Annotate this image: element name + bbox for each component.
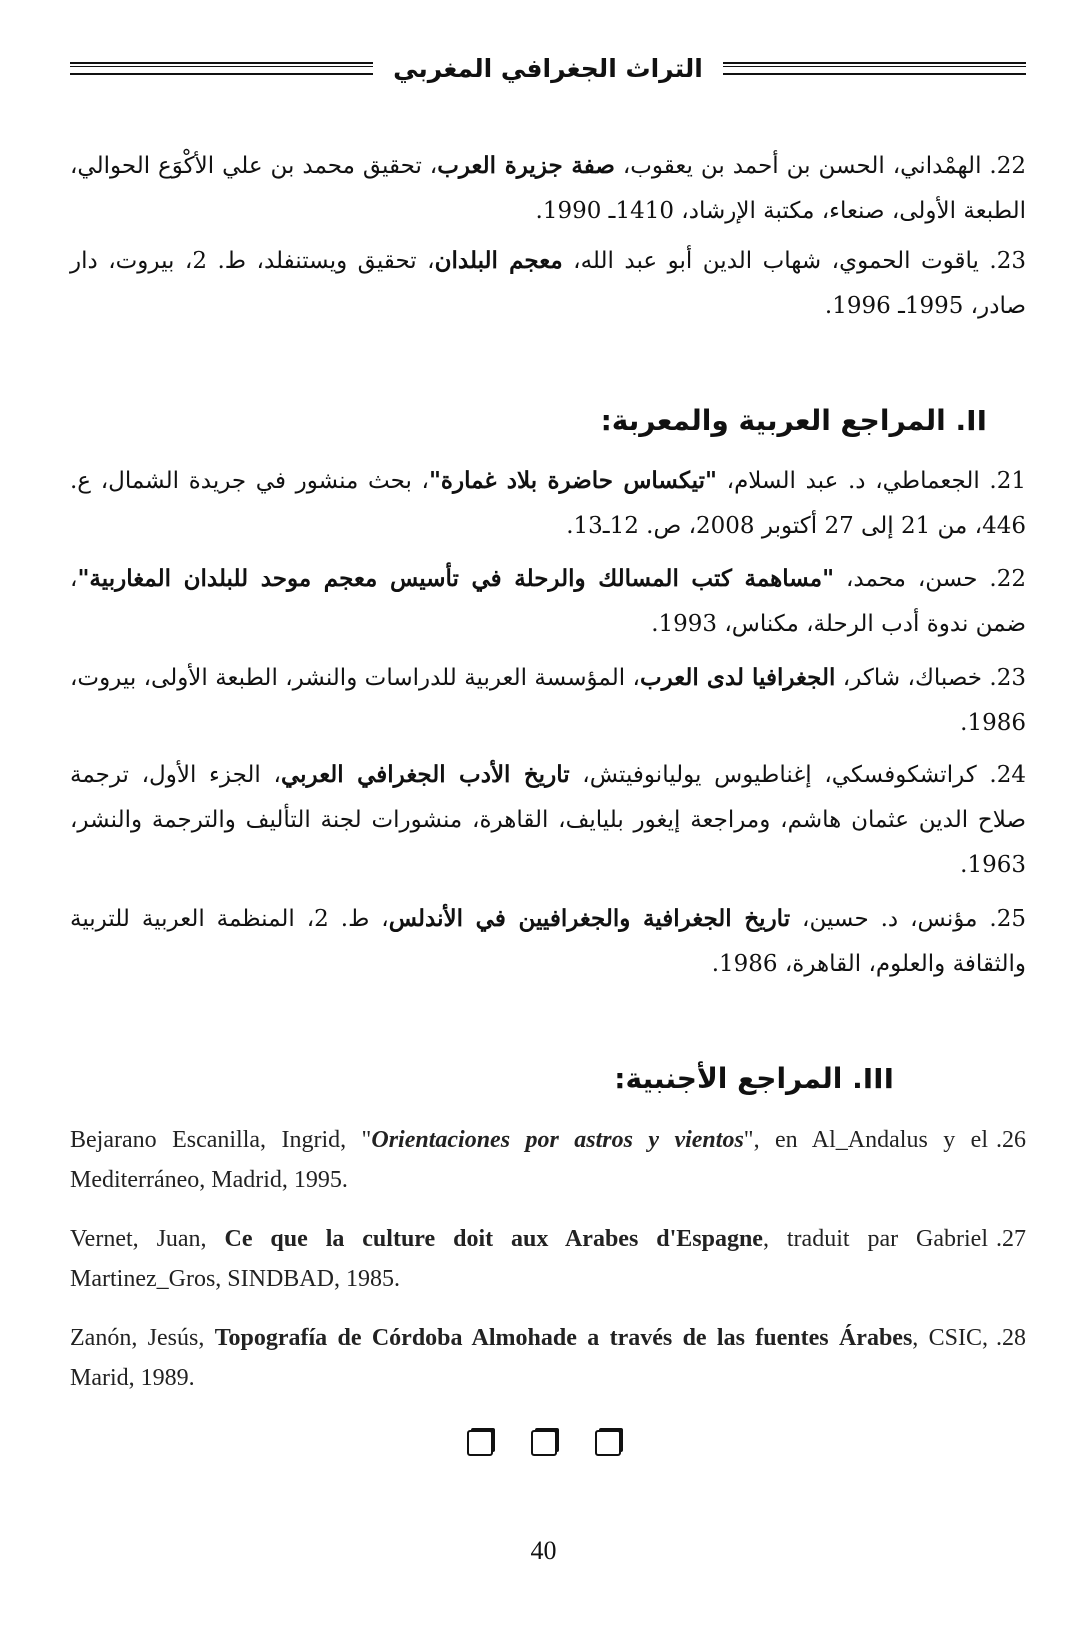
reference-entry-27 — [70, 1219, 1026, 1299]
entry-details: , CSIC, Marid, 1989. — [70, 1325, 989, 1391]
section-heading-foreign-references — [614, 1062, 894, 1095]
entry-number: .27 — [996, 1226, 1026, 1252]
page-number: 40 — [530, 1536, 557, 1565]
entry-number: 22. — [989, 566, 1027, 592]
reference-entry-24 — [70, 752, 1026, 888]
source-entry-22 — [70, 143, 1026, 234]
entry-number: 23. — [989, 665, 1026, 691]
entry-title: تاريخ الجغرافية والجغرافيين في الأندلس — [388, 905, 791, 932]
entry-details: ، تحقيق محمد بن علي الأكْوَع الحوالي، الطبعة الأولى، صنعاء، مكتبة الإرشاد، 1410ـ 1990. — [70, 153, 1026, 224]
entry-title: الجغرافيا لدى العرب — [639, 664, 836, 691]
entry-author: حسن، محمد، — [834, 566, 990, 592]
reference-entry-21 — [70, 458, 1026, 549]
section-number: II. — [955, 404, 987, 437]
entry-author: Vernet, Juan, — [70, 1226, 225, 1252]
entry-details: ، بحث منشور في جريدة الشمال، ع. 446، من 21 إلى 27 أكتوبر 2008، ص. 12ـ13. — [70, 468, 1026, 539]
section-end-ornaments — [0, 1430, 1087, 1456]
section-heading-arabic-references — [601, 404, 987, 437]
entry-number: 23. — [989, 248, 1027, 274]
reference-entry-25 — [70, 896, 1026, 987]
header-rule-left — [70, 62, 373, 75]
entry-details: ، تحقيق ويستنفلد، ط. 2، بيروت، دار صادر، 1995ـ 1996. — [70, 248, 1026, 319]
running-header — [70, 48, 1026, 88]
entry-number: 22. — [989, 153, 1026, 179]
entry-details: ، ضمن ندوة أدب الرحلة، مكناس، 1993. — [70, 566, 1026, 637]
entry-title: "مساهمة كتب المسالك والرحلة في تأسيس معجم موحد للبلدان المغاربية" — [77, 565, 835, 592]
entry-number: .26 — [996, 1127, 1026, 1153]
entry-title: Ce que la culture doit aux Arabes d'Espagne — [224, 1226, 763, 1252]
square-ornament-icon — [595, 1430, 621, 1456]
entry-author: خصباك، شاكر، — [835, 665, 990, 691]
entry-title: "تيكساس حاضرة بلاد غمارة" — [428, 467, 717, 494]
entry-details: ، الجزء الأول، ترجمة صلاح الدين عثمان هاشم، ومراجعة إيغور بليايف، القاهرة، منشورات لجنة التأليف والترجمة والنشر، 1963. — [70, 762, 1026, 878]
entry-title: تاريخ الأدب الجغرافي العربي — [280, 761, 570, 788]
entry-number: 21. — [989, 468, 1026, 494]
entry-number: 24. — [989, 762, 1027, 788]
section-number: III. — [852, 1062, 894, 1095]
entry-number: 25. — [989, 906, 1026, 932]
entry-author: ياقوت الحموي، شهاب الدين أبو عبد الله، — [562, 248, 990, 274]
entry-details: ، المؤسسة العربية للدراسات والنشر، الطبعة الأولى، بيروت، 1986. — [70, 665, 1026, 736]
header-rule-right — [723, 62, 1026, 75]
entry-author: Bejarano Escanilla, Ingrid, " — [70, 1127, 372, 1153]
entry-number: .28 — [996, 1325, 1026, 1351]
source-entry-23 — [70, 238, 1026, 329]
reference-entry-28 — [70, 1318, 1026, 1398]
section-title: المراجع العربية والمعربة: — [600, 404, 956, 437]
entry-author: Zanón, Jesús, — [70, 1325, 215, 1351]
entry-title: Topografía de Córdoba Almohade a través de las fuentes Árabes — [214, 1325, 913, 1351]
entry-title: صفة جزيرة العرب — [437, 152, 615, 179]
entry-author: كراتشكوفسكي، إغناطيوس يوليانوفيتش، — [569, 762, 990, 788]
square-ornament-icon — [467, 1430, 493, 1456]
header-title: التراث الجغرافي المغربي — [393, 53, 703, 83]
entry-author: الجعماطي، د. عبد السلام، — [716, 468, 990, 494]
entry-details: ، ط. 2، المنظمة العربية للتربية والثقافة والعلوم، القاهرة، 1986. — [70, 906, 1026, 977]
reference-entry-22 — [70, 556, 1026, 647]
entry-title: معجم البلدان — [434, 247, 563, 274]
entry-author: الهمْداني، الحسن بن أحمد بن يعقوب، — [614, 153, 990, 179]
entry-details: , traduit par Gabriel Martinez_Gros, SINDBAD, 1985. — [70, 1226, 988, 1292]
section-title: المراجع الأجنبية: — [614, 1062, 853, 1095]
reference-entry-26 — [70, 1120, 1026, 1200]
square-ornament-icon — [531, 1430, 557, 1456]
entry-title: Orientaciones por astros y vientos — [371, 1127, 744, 1153]
reference-entry-23 — [70, 655, 1026, 746]
entry-details: ", en Al_Andalus y el Mediterráneo, Madrid, 1995. — [70, 1127, 988, 1193]
entry-author: مؤنس، د. حسين، — [790, 906, 990, 932]
